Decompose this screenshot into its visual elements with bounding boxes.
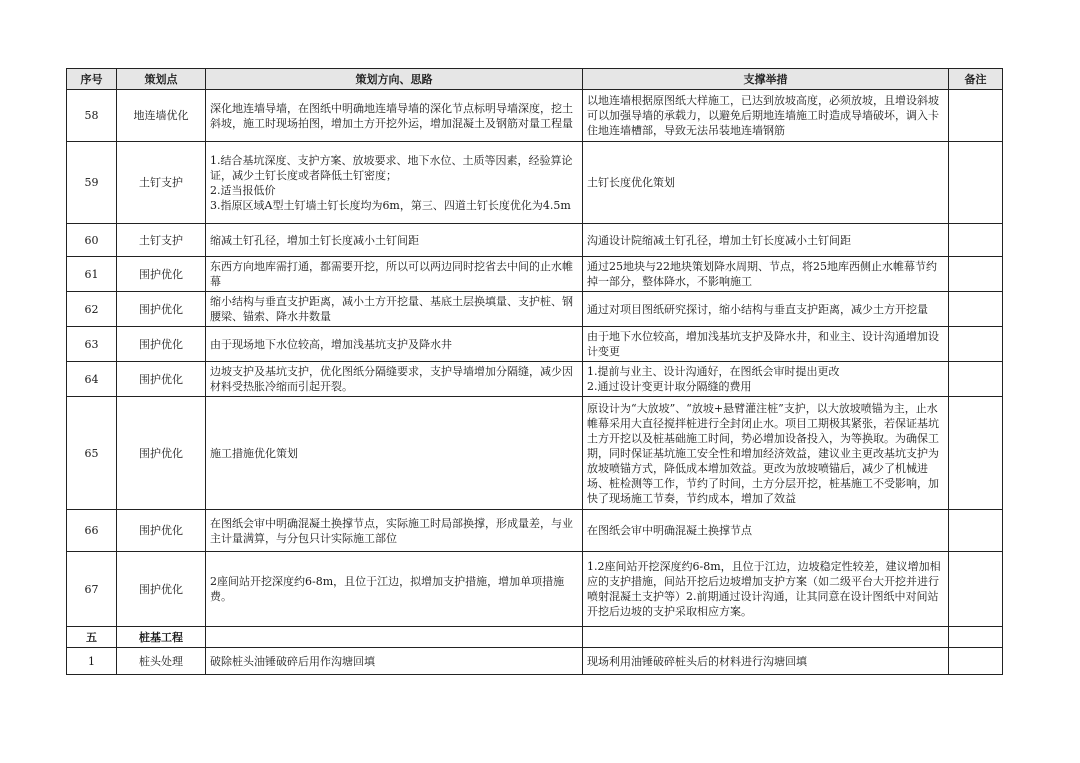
row-measure: 现场利用油锤破碎桩头后的材料进行沟塘回填 bbox=[583, 648, 949, 675]
row-measure: 在图纸会审中明确混凝土换撑节点 bbox=[583, 510, 949, 552]
header-measure: 支撑举措 bbox=[583, 69, 949, 90]
row-measure: 1.提前与业主、设计沟通好，在图纸会审时提出更改 2.通过设计变更计取分隔缝的费用 bbox=[583, 362, 949, 397]
row-measure: 以地连墙根据原图纸大样施工，已达到放坡高度，必须放坡，且增设斜坡可以加强导墙的承载力，以避免后期地连墙施工时造成导墙破坏，调入卡住地连墙槽部，导致无法吊装地连墙钢筋 bbox=[583, 90, 949, 142]
table-row bbox=[67, 90, 1003, 142]
row-seq: 61 bbox=[67, 257, 117, 292]
table-header-row bbox=[67, 69, 1003, 90]
table-row bbox=[67, 362, 1003, 397]
row-remark bbox=[949, 142, 1003, 224]
row-point: 地连墙优化 bbox=[117, 90, 206, 142]
row-measure: 沟通设计院缩减土钉孔径，增加土钉长度减小土钉间距 bbox=[583, 224, 949, 257]
row-remark bbox=[949, 327, 1003, 362]
row-direction: 东西方向地库需打通，都需要开挖，所以可以两边同时挖省去中间的止水帷幕 bbox=[206, 257, 583, 292]
row-seq: 62 bbox=[67, 292, 117, 327]
row-seq: 58 bbox=[67, 90, 117, 142]
table-row bbox=[67, 257, 1003, 292]
row-seq: 65 bbox=[67, 397, 117, 510]
row-point: 围护优化 bbox=[117, 327, 206, 362]
row-remark bbox=[949, 552, 1003, 627]
row-point: 土钉支护 bbox=[117, 142, 206, 224]
row-direction: 1.结合基坑深度、支护方案、放坡要求、地下水位、土质等因素，经验算论证，减少土钉长度或者降低土钉密度； 2.适当报低价 3.指原区域A型土钉墙土钉长度均为6m，第三、四道土钉长度优化为4.5m bbox=[206, 142, 583, 224]
row-seq: 59 bbox=[67, 142, 117, 224]
section-empty-direction bbox=[206, 627, 583, 648]
row-remark bbox=[949, 510, 1003, 552]
row-measure: 通过对项目图纸研究探讨，缩小结构与垂直支护距离，减少土方开挖量 bbox=[583, 292, 949, 327]
table-row bbox=[67, 327, 1003, 362]
row-direction: 施工措施优化策划 bbox=[206, 397, 583, 510]
row-seq: 60 bbox=[67, 224, 117, 257]
header-seq: 序号 bbox=[67, 69, 117, 90]
row-direction: 深化地连墙导墙，在图纸中明确地连墙导墙的深化节点标明导墙深度，挖土斜坡，施工时现场拍图，增加土方开挖外运，增加混凝土及钢筋对量工程量 bbox=[206, 90, 583, 142]
row-remark bbox=[949, 257, 1003, 292]
row-direction: 由于现场地下水位较高，增加浅基坑支护及降水井 bbox=[206, 327, 583, 362]
table-row bbox=[67, 142, 1003, 224]
row-direction: 边坡支护及基坑支护，优化图纸分隔缝要求，支护导墙增加分隔缝，减少因材料受热胀冷缩而引起开裂。 bbox=[206, 362, 583, 397]
row-point: 土钉支护 bbox=[117, 224, 206, 257]
row-point: 围护优化 bbox=[117, 362, 206, 397]
header-point: 策划点 bbox=[117, 69, 206, 90]
row-measure: 土钉长度优化策划 bbox=[583, 142, 949, 224]
row-remark bbox=[949, 224, 1003, 257]
row-measure: 原设计为“大放坡”、“放坡+悬臂灌注桩”支护，以大放坡喷锚为主，止水帷幕采用大直径搅拌桩进行全封闭止水。项目工期极其紧张，若保证基坑土方开挖以及桩基础施工时间，势必增加设备投入，为等换取。为确保工期，同时保证基坑施工安全性和增加经济效益，建议业主更改基坑支护为放坡喷锚方式，降低成本增加效益。更改为放坡喷锚后，减少了机械进场、桩检测等工作，节约了时间，土方分层开挖，桩基施工不受影响，加快了现场施工节奏，节约成本，增加了效益 bbox=[583, 397, 949, 510]
row-measure: 由于地下水位较高，增加浅基坑支护及降水井，和业主、设计沟通增加设计变更 bbox=[583, 327, 949, 362]
row-point: 桩头处理 bbox=[117, 648, 206, 675]
row-remark bbox=[949, 90, 1003, 142]
row-point: 围护优化 bbox=[117, 257, 206, 292]
section-seq: 五 bbox=[67, 627, 117, 648]
row-remark bbox=[949, 397, 1003, 510]
row-direction: 缩小结构与垂直支护距离，减小土方开挖量、基底土层换填量、支护桩、钢腰梁、锚索、降水井数量 bbox=[206, 292, 583, 327]
row-remark bbox=[949, 648, 1003, 675]
section-empty-remark bbox=[949, 627, 1003, 648]
row-measure: 通过25地块与22地块策划降水周期、节点，将25地库西侧止水帷幕节约掉一部分，整体降水，不影响施工 bbox=[583, 257, 949, 292]
section-empty-measure bbox=[583, 627, 949, 648]
section-row bbox=[67, 627, 1003, 648]
row-point: 围护优化 bbox=[117, 292, 206, 327]
table-row bbox=[67, 552, 1003, 627]
row-point: 围护优化 bbox=[117, 552, 206, 627]
section-title: 桩基工程 bbox=[117, 627, 206, 648]
row-point: 围护优化 bbox=[117, 397, 206, 510]
row-seq: 64 bbox=[67, 362, 117, 397]
row-seq: 66 bbox=[67, 510, 117, 552]
row-direction: 缩减土钉孔径，增加土钉长度减小土钉间距 bbox=[206, 224, 583, 257]
row-direction: 2座间站开挖深度约6-8m，且位于江边，拟增加支护措施，增加单项措施费。 bbox=[206, 552, 583, 627]
row-measure: 1.2座间站开挖深度约6-8m，且位于江边，边坡稳定性较差，建议增加相应的支护措施，间站开挖后边坡增加支护方案（如二级平台大开挖并进行喷射混凝土支护等）2.前期通过设计沟通，让其同意在设计图纸中对间站开挖后边坡的支护采取相应方案。 bbox=[583, 552, 949, 627]
header-remark: 备注 bbox=[949, 69, 1003, 90]
row-seq: 67 bbox=[67, 552, 117, 627]
table-row bbox=[67, 224, 1003, 257]
row-direction: 在图纸会审中明确混凝土换撑节点，实际施工时局部换撑，形成量差，与业主计量满算，与分包只计实际施工部位 bbox=[206, 510, 583, 552]
header-direction: 策划方向、思路 bbox=[206, 69, 583, 90]
row-remark bbox=[949, 362, 1003, 397]
table-row bbox=[67, 397, 1003, 510]
table-row bbox=[67, 648, 1003, 675]
row-seq: 1 bbox=[67, 648, 117, 675]
row-point: 围护优化 bbox=[117, 510, 206, 552]
row-remark bbox=[949, 292, 1003, 327]
row-direction: 破除桩头油锤破碎后用作沟塘回填 bbox=[206, 648, 583, 675]
table-row bbox=[67, 510, 1003, 552]
planning-table bbox=[66, 68, 1003, 675]
row-seq: 63 bbox=[67, 327, 117, 362]
table-row bbox=[67, 292, 1003, 327]
